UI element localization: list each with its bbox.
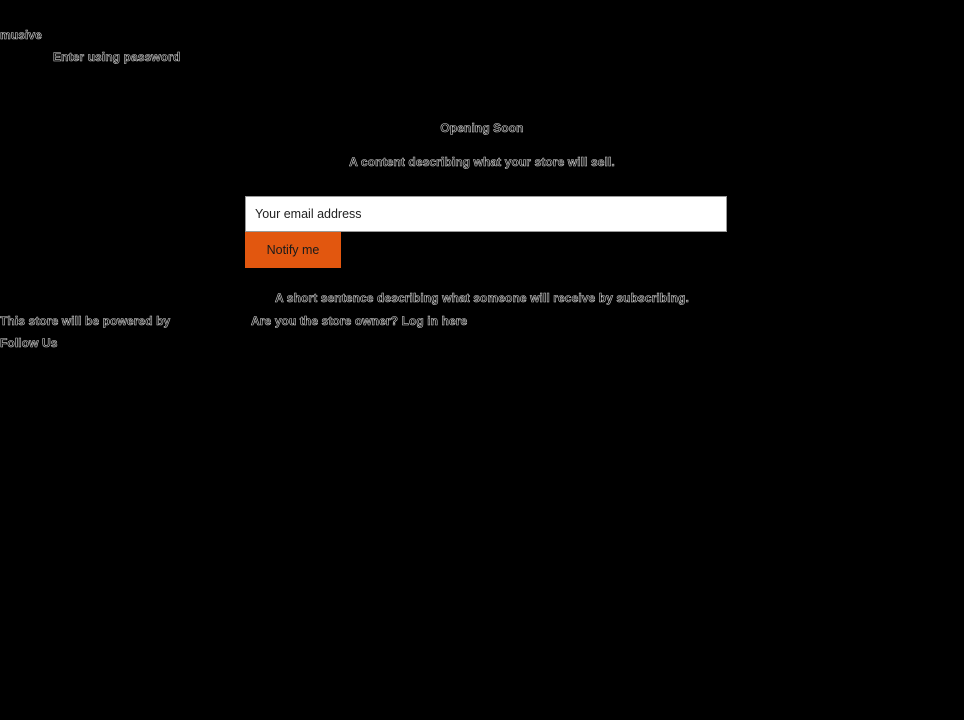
owner-login-link[interactable]: Are you the store owner? Log in here <box>251 314 468 328</box>
store-name: musive <box>0 28 42 42</box>
store-description: A content describing what your store will sell. <box>349 155 615 169</box>
email-field[interactable] <box>245 196 727 232</box>
subscribe-note: A short sentence describing what someone will receive by subscribing. <box>275 291 689 305</box>
enter-using-password-link[interactable]: Enter using password <box>53 50 181 64</box>
powered-by-text: This store will be powered by <box>0 314 171 328</box>
notify-me-button[interactable]: Notify me <box>245 232 341 268</box>
follow-us-heading: Follow Us <box>0 336 58 350</box>
page-title: Opening Soon <box>440 121 524 135</box>
